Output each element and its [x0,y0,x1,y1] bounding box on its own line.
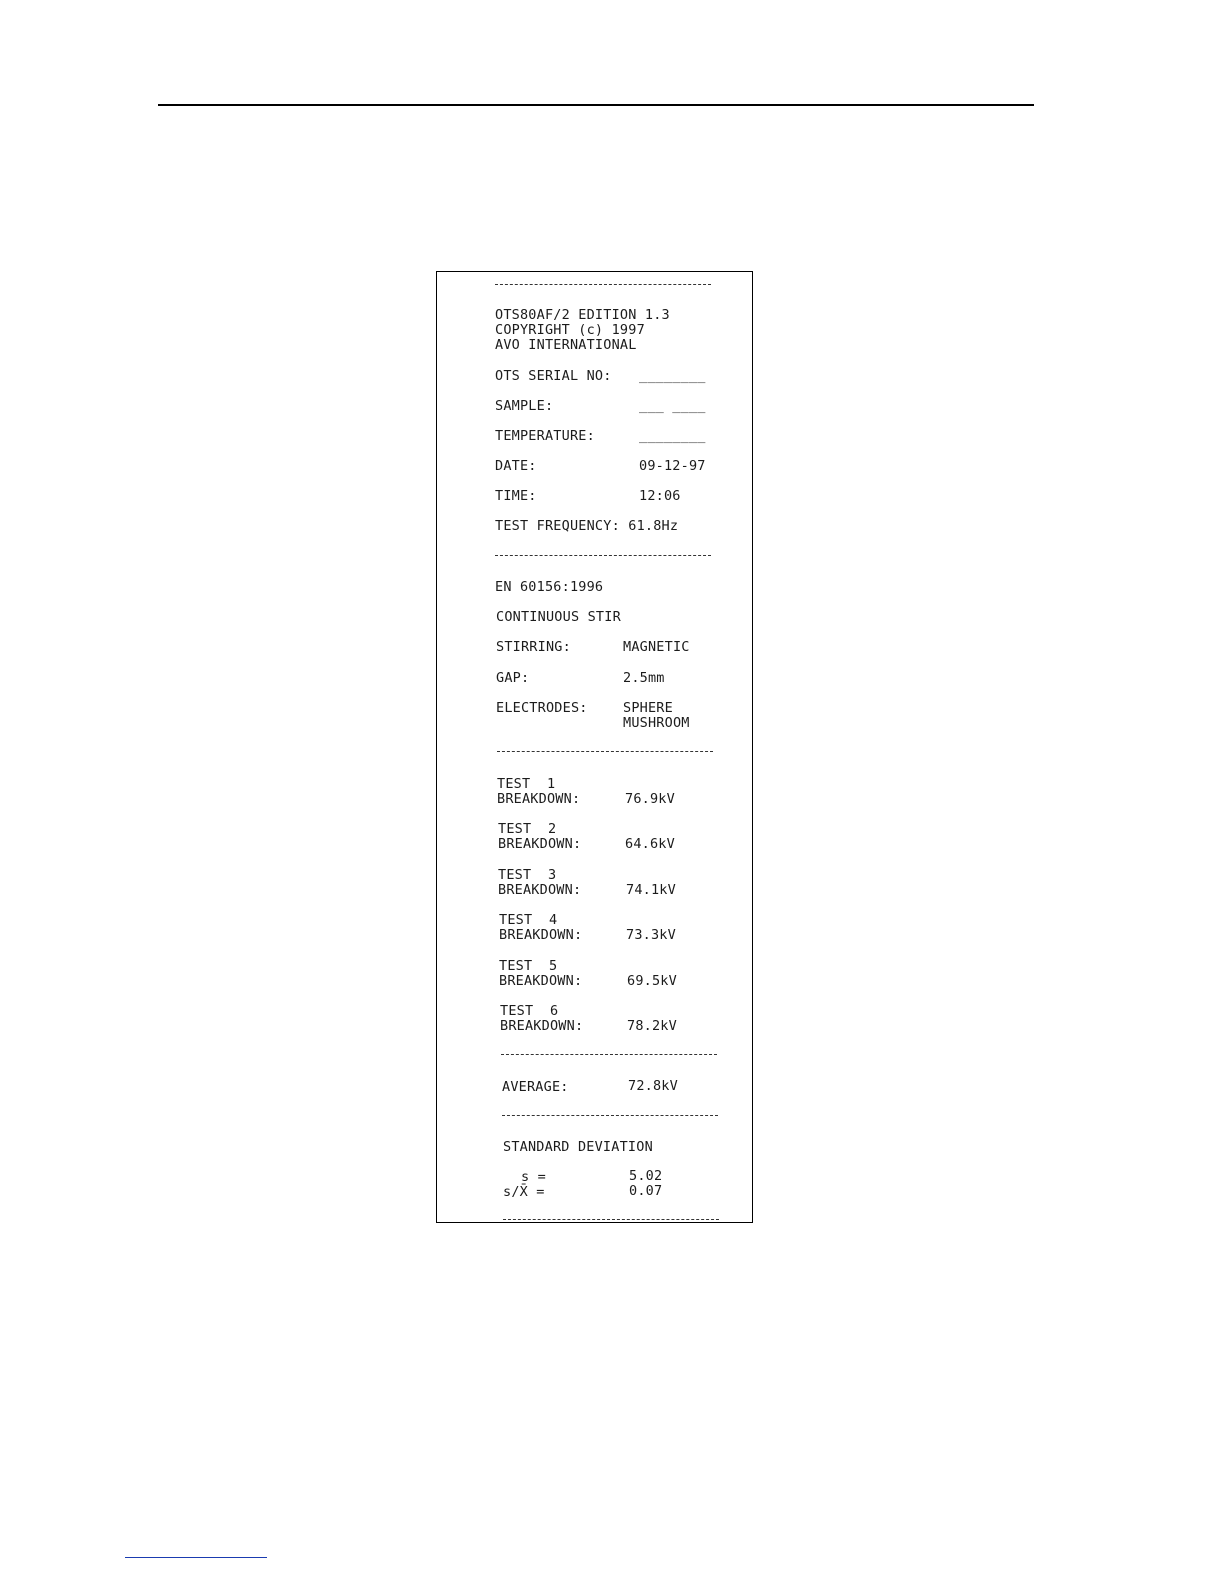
page-top-rule [158,104,1034,106]
page-footnote-rule [125,1557,267,1558]
separator-line [495,555,711,556]
serial-value: ________ [639,368,706,384]
date-label: DATE: [495,458,537,474]
gap-value: 2.5mm [623,670,665,686]
time-value: 12:06 [639,488,681,504]
sample-label: SAMPLE: [495,398,554,414]
separator-line [497,751,713,752]
stirring-value: MAGNETIC [623,639,690,655]
separator-line [495,284,711,285]
gap-label: GAP: [496,670,530,686]
electrodes-label: ELECTRODES: [496,700,588,716]
stddev-s-value: 5.02 [629,1168,663,1184]
test-5-value: 69.5kV [627,973,677,989]
header-line-2: COPYRIGHT (c) 1997 [495,322,645,338]
test-5-label: BREAKDOWN: [499,973,583,989]
test-frequency: TEST FREQUENCY: 61.8Hz [495,518,679,534]
separator-line [501,1054,717,1055]
test-4-label: BREAKDOWN: [499,927,583,943]
test-printout-receipt [436,271,753,1223]
stddev-ratio-value: 0.07 [629,1183,663,1199]
separator-line [502,1115,718,1116]
stddev-s-label: s = [521,1169,546,1185]
test-6-value: 78.2kV [627,1018,677,1034]
test-1-title: TEST 1 [497,776,556,792]
stddev-title: STANDARD DEVIATION [503,1139,653,1155]
separator-line [503,1219,719,1220]
test-1-value: 76.9kV [625,791,675,807]
test-2-value: 64.6kV [625,836,675,852]
temperature-value: ________ [639,428,706,444]
test-2-title: TEST 2 [498,821,557,837]
average-label: AVERAGE: [502,1079,569,1095]
stddev-ratio-label: s/X̄ = [503,1184,545,1200]
test-2-label: BREAKDOWN: [498,836,582,852]
header-line-1: OTS80AF/2 EDITION 1.3 [495,307,670,323]
electrodes-value-2: MUSHROOM [623,715,690,731]
sample-value: ___ ____ [639,398,706,414]
standard-reference: EN 60156:1996 [495,579,604,595]
test-3-value: 74.1kV [626,882,676,898]
stirring-label: STIRRING: [496,639,571,655]
test-4-title: TEST 4 [499,912,558,928]
test-5-title: TEST 5 [499,958,558,974]
time-label: TIME: [495,488,537,504]
test-3-title: TEST 3 [498,867,557,883]
test-4-value: 73.3kV [626,927,676,943]
test-1-label: BREAKDOWN: [497,791,581,807]
test-3-label: BREAKDOWN: [498,882,582,898]
average-value: 72.8kV [628,1078,678,1094]
temperature-label: TEMPERATURE: [495,428,595,444]
test-mode: CONTINUOUS STIR [496,609,621,625]
test-6-title: TEST 6 [500,1003,559,1019]
serial-label: OTS SERIAL NO: [495,368,612,384]
electrodes-value-1: SPHERE [623,700,673,716]
test-6-label: BREAKDOWN: [500,1018,584,1034]
date-value: 09-12-97 [639,458,706,474]
header-line-3: AVO INTERNATIONAL [495,337,637,353]
